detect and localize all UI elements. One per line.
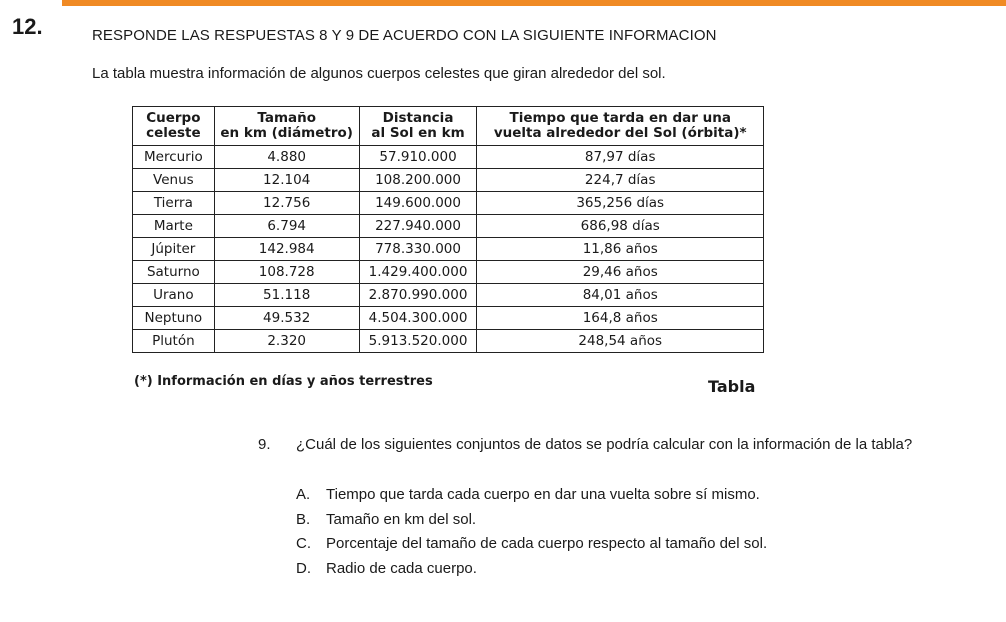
cell-distance: 57.910.000	[359, 146, 477, 169]
option-letter: B.	[296, 510, 311, 528]
table-row	[133, 330, 764, 353]
option-c[interactable]	[296, 532, 767, 557]
question-9-text: ¿Cuál de los siguientes conjuntos de datos se podría calcular con la información de la tabla?	[296, 436, 913, 453]
table-row	[133, 215, 764, 238]
option-letter: A.	[296, 486, 311, 503]
table-row	[133, 238, 764, 261]
cell-body: Neptuno	[133, 307, 215, 330]
cell-orbit: 11,86 años	[477, 238, 764, 261]
cell-size: 12.756	[214, 192, 359, 215]
question-9-number: 9.	[258, 436, 271, 453]
option-letter: D.	[296, 559, 311, 577]
header-size: Tamaño en km (diámetro)	[214, 107, 359, 146]
table-row	[133, 192, 764, 215]
cell-body: Saturno	[133, 261, 215, 284]
cell-distance: 2.870.990.000	[359, 284, 477, 307]
cell-distance: 5.913.520.000	[359, 330, 477, 353]
section-header: RESPONDE LAS RESPUESTAS 8 Y 9 DE ACUERDO CON LA SIGUIENTE INFORMACION	[92, 27, 717, 44]
option-d[interactable]	[296, 557, 767, 582]
cell-body: Marte	[133, 215, 215, 238]
table-row	[133, 284, 764, 307]
cell-size: 142.984	[214, 238, 359, 261]
cell-distance: 149.600.000	[359, 192, 477, 215]
cell-body: Júpiter	[133, 238, 215, 261]
cell-orbit: 164,8 años	[477, 307, 764, 330]
table-row	[133, 307, 764, 330]
cell-size: 51.118	[214, 284, 359, 307]
table-row	[133, 261, 764, 284]
table-footnote: (*) Información en días y años terrestres	[134, 374, 433, 389]
table-caption: Tabla	[708, 377, 756, 396]
table-row	[133, 146, 764, 169]
answer-options	[296, 483, 767, 581]
cell-size: 4.880	[214, 146, 359, 169]
cell-distance: 227.940.000	[359, 215, 477, 238]
cell-orbit: 224,7 días	[477, 169, 764, 192]
table-row	[133, 169, 764, 192]
cell-size: 6.794	[214, 215, 359, 238]
top-accent-gap	[0, 0, 62, 8]
cell-orbit: 248,54 años	[477, 330, 764, 353]
cell-body: Urano	[133, 284, 215, 307]
cell-orbit: 29,46 años	[477, 261, 764, 284]
cell-orbit: 686,98 días	[477, 215, 764, 238]
cell-body: Tierra	[133, 192, 215, 215]
header-distance: Distancia al Sol en km	[359, 107, 477, 146]
cell-distance: 778.330.000	[359, 238, 477, 261]
celestial-bodies-table	[132, 106, 764, 353]
table-header-row	[133, 107, 764, 146]
top-accent-bar	[0, 0, 1006, 6]
question-number: 12.	[12, 14, 43, 39]
cell-orbit: 365,256 días	[477, 192, 764, 215]
cell-size: 2.320	[214, 330, 359, 353]
cell-body: Plutón	[133, 330, 215, 353]
cell-size: 49.532	[214, 307, 359, 330]
cell-body: Venus	[133, 169, 215, 192]
option-text: Tamaño en km del sol.	[326, 510, 477, 528]
cell-distance: 4.504.300.000	[359, 307, 477, 330]
header-orbit-time: Tiempo que tarda en dar una vuelta alrededor del Sol (órbita)*	[477, 107, 764, 146]
option-text: Radio de cada cuerpo.	[326, 559, 477, 577]
cell-body: Mercurio	[133, 146, 215, 169]
cell-distance: 1.429.400.000	[359, 261, 477, 284]
option-text: Porcentaje del tamaño de cada cuerpo respecto al tamaño del sol.	[326, 535, 768, 552]
cell-orbit: 87,97 días	[477, 146, 764, 169]
cell-distance: 108.200.000	[359, 169, 477, 192]
header-body: Cuerpo celeste	[133, 107, 215, 146]
option-letter: C.	[296, 535, 311, 552]
option-text: Tiempo que tarda cada cuerpo en dar una vuelta sobre sí mismo.	[326, 486, 760, 503]
cell-size: 12.104	[214, 169, 359, 192]
cell-orbit: 84,01 años	[477, 284, 764, 307]
option-a[interactable]	[296, 483, 767, 508]
cell-size: 108.728	[214, 261, 359, 284]
option-b[interactable]	[296, 508, 767, 533]
intro-text: La tabla muestra información de algunos cuerpos celestes que giran alrededor del sol.	[92, 65, 666, 82]
